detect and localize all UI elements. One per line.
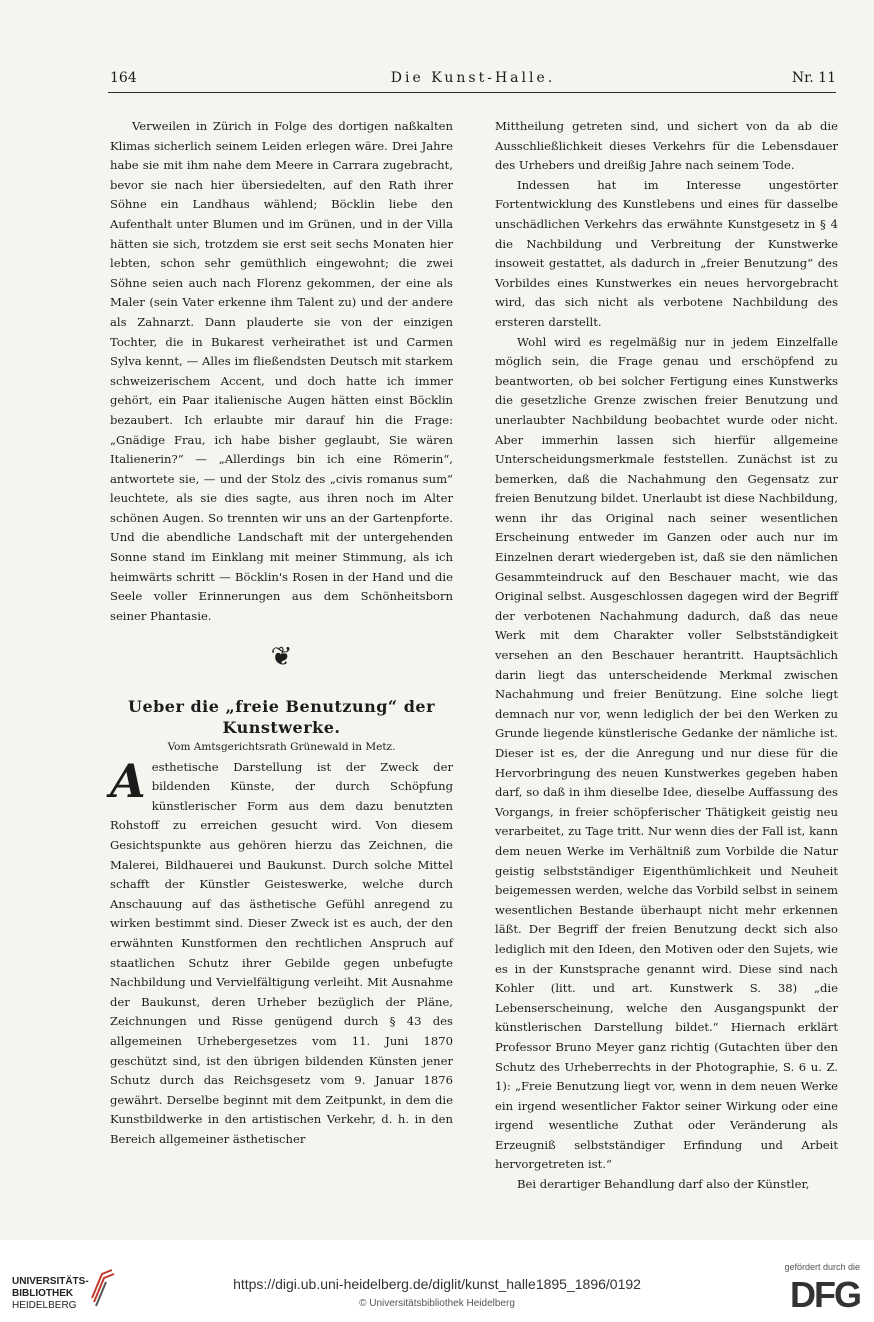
article-paragraph bbox=[110, 753, 453, 1150]
permalink[interactable]: https://digi.ub.uni-heidelberg.de/diglit/kunst_halle1895_1896/0192 bbox=[233, 1276, 641, 1292]
article-title bbox=[110, 696, 453, 738]
article-title-line2: Kunstwerke. bbox=[222, 718, 341, 738]
left-column bbox=[110, 117, 453, 1150]
article-title-line1: Ueber die „freie Benutzung“ der bbox=[127, 697, 435, 717]
byline: Vom Amtsgerichtsrath Grünewald in Metz. bbox=[167, 741, 396, 754]
paragraph: Verweilen in Zürich in Folge des dortigen naßkalten Klimas sicherlich seinem Leiden erlegen wäre. Drei Jahre habe sie mit ihm nahe dem Meere in Carrara zugebracht, bevor sie nach hier übersiedelten, auf den Rath ihrer Söhne ein Landhaus wählend; Böcklin liebe den Aufenthalt unter Blumen und im Grünen, und in der Villa hätten sie sich, trotzdem sie erst seit sechs Monaten hier lebten, schon sehr gemüthlich eingewohnt; die zwei Söhne seien auch nach Florenz gekommen, der eine als Maler (sein Vater erkenne ihm Talent zu) und der andere als Zahnarzt. Dann plauderte sie von der einzigen Tochter, die in Bukarest verheirathet ist und Carmen Sylva kennt, — Alles im fließendsten Deutsch mit starkem schweizerischem Accent, und doch hatte ich immer gehört, ein Paar italienische Augen hätten einst Böcklin bezaubert. Ich erlaubte mir darauf hin die Frage: „Gnädige Frau, ich habe bisher geglaubt, Sie wären Italienerin?“ — „Allerdings bin ich eine Römerin“, antwortete sie, — und der Stolz des „civis romanus sum“ leuchtete, als sie dies sagte, aus ihren noch im Alter schönen Augen. So trennten wir uns an der Gartenpforte. Und die abendliche Landschaft mit der untergehenden Sonne stand im Einklang mit meiner Stimmung, als ich heimwärts schritt — Böcklin's Rosen in der Hand und die Seele voller Erinnerungen aus dem Schönheitsborn seiner Phantasie. bbox=[110, 119, 453, 623]
running-header bbox=[110, 68, 836, 90]
issue-number: Nr. 11 bbox=[791, 70, 836, 86]
copyright-notice: © Universitätsbibliothek Heidelberg bbox=[359, 1298, 515, 1309]
page-number: 164 bbox=[110, 70, 137, 86]
header-rule bbox=[108, 92, 836, 93]
library-line: BIBLIOTHEK bbox=[12, 1288, 74, 1299]
right-column bbox=[495, 117, 838, 1195]
ornament-icon: ❦ bbox=[270, 642, 293, 673]
library-line: UNIVERSITÄTS- bbox=[12, 1276, 89, 1287]
paragraph: Indessen hat im Interesse ungestörter Fortentwicklung des Kunstlebens und eines für dasselbe unschädlichen Verkehrs das erwähnte Kunstgesetz in § 4 die Nachbildung und Verbreitung der Kunstwerke insoweit gestattet, als dadurch in „freier Benutzung“ des Vorbildes eines Kunstwerkes ein neues hervorgebracht wird, das sich nicht als verbotene Nachbildung des ersteren darstellt. bbox=[495, 177, 838, 329]
dfg-logo: DFG bbox=[790, 1274, 860, 1315]
article-paragraph-text: esthetische Darstellung ist der Zweck der bildenden Künste, der durch Schöpfung künstlerischer Form aus dem dazu benutzten Rohstoff zu erreichen gesucht wird. Von diesem Gesichtspunkte aus gehören hierzu das Zeichnen, die Malerei, Bildhauerei und Baukunst. Durch solche Mittel schafft der Künstler Geisteswerke, welche durch Anschauung auf das ästhetische Gefühl anregend zu wirken bestimmt sind. Dieser Zweck ist es auch, der den erwähnten Kunstformen den rechtlichen Anspruch auf staatlichen Schutz ihrer Gebilde gegen unbefugte Nachbildung und Vervielfältigung verleiht. Mit Ausnahme der Baukunst, deren Urheber bezüglich der Pläne, Zeichnungen und Risse genügend durch § 43 des allgemeinen Urhebergesetzes vom 11. Juni 1870 geschützt sind, ist den übrigen bildenden Künsten jener Schutz durch das Reichsgesetz vom 9. Januar 1876 gewährt. Derselbe beginnt mit dem Zeitpunkt, in dem die Kunstbildwerke in den artistischen Verkehr, d. h. in den Bereich allgemeiner ästhetischer bbox=[110, 759, 453, 1146]
drop-cap: A bbox=[110, 753, 146, 808]
library-line: HEIDELBERG bbox=[12, 1300, 77, 1311]
funding-note: gefördert durch die bbox=[784, 1262, 860, 1272]
journal-title: Die Kunst-Halle. bbox=[390, 70, 556, 86]
paragraph: Wohl wird es regelmäßig nur in jedem Einzelfalle möglich sein, die Frage genau und erschöpfend zu beantworten, ob bei solcher Fertigung eines Kunstwerks die gesetzliche Grenze zwischen freier Benutzung und unerlaubter Nachbildung beobachtet wurde oder nicht. Aber immerhin lassen sich hierfür allgemeine Unterscheidungsmerkmale feststellen. Zunächst ist zu bemerken, daß die Nachahmung den Gegensatz zur freien Benutzung bildet. Unerlaubt ist diese Nachbildung, wenn ihr das Original nach seiner wesentlichen Erscheinung entweder im Ganzen oder auch nur im Einzelnen derart wiedergeben ist, daß sie den nämlichen Gesammteindruck auf den Beschauer macht, wie das Original selbst. Ausgeschlossen dagegen wird der Begriff der verbotenen Nachahmung dadurch, daß das neue Werk mit dem Charakter voller Selbstständigkeit versehen an den Beschauer herantritt. Hauptsächlich darin liegt das unterscheidende Merkmal zwischen Nachahmung und freier Benützung. Eine solche liegt demnach nur vor, wenn lediglich der bei den Werken zu Grunde liegende künstlerische Gedanke der nämliche ist. Dieser ist es, der die Anregung und nur diese für die Hervorbringung des neuen Kunstwerkes gegeben haben darf, so daß in ihm dieselbe Idee, dieselbe Auffassung des Vorgangs, in freier schöpferischer Thätigkeit geistig neu verarbeitet, zu Tage tritt. Nur wenn dies der Fall ist, kann dem neuen Werke im Verhältniß zum Vorbilde die Natur geistig selbstständiger Eigenthümlichkeit und Neuheit beigemessen werden, welche das Vorbild selbst in seinem wesentlichen Bestande überhaupt nicht mehr erkennen läßt. Der Begriff der freien Benutzung deckt sich also lediglich mit den Ideen, den Motiven oder den Sujets, wie es in der Kunstsprache genannt wird. Diese sind nach Kohler (litt. und art. Kunstwerk S. 38) „die Lebenserscheinung, welche den Ausgangspunkt der künstlerischen Darstellung bildet.“ Hiernach erklärt Professor Bruno Meyer ganz richtig (Gutachten über den Schutz des Urheberrechts in der Photographie, S. 6 u. Z. 1): „Freie Benutzung liegt vor, wenn in dem neuen Werke ein irgend wesentlicher Faktor seiner Wirkung oder eine irgend wesentliche Zuthat oder Veränderung als Erzeugniß selbstständiger Erfindung und Arbeit hervorgetreten ist.“ bbox=[495, 334, 838, 1172]
paragraph: Mittheilung getreten sind, und sichert von da ab die Ausschließlichkeit dieses Verkehrs für die Lebensdauer des Urhebers und dreißig Jahre nach seinem Tode. bbox=[495, 119, 838, 173]
paragraph: Bei derartiger Behandlung darf also der Künstler, bbox=[517, 1177, 810, 1192]
